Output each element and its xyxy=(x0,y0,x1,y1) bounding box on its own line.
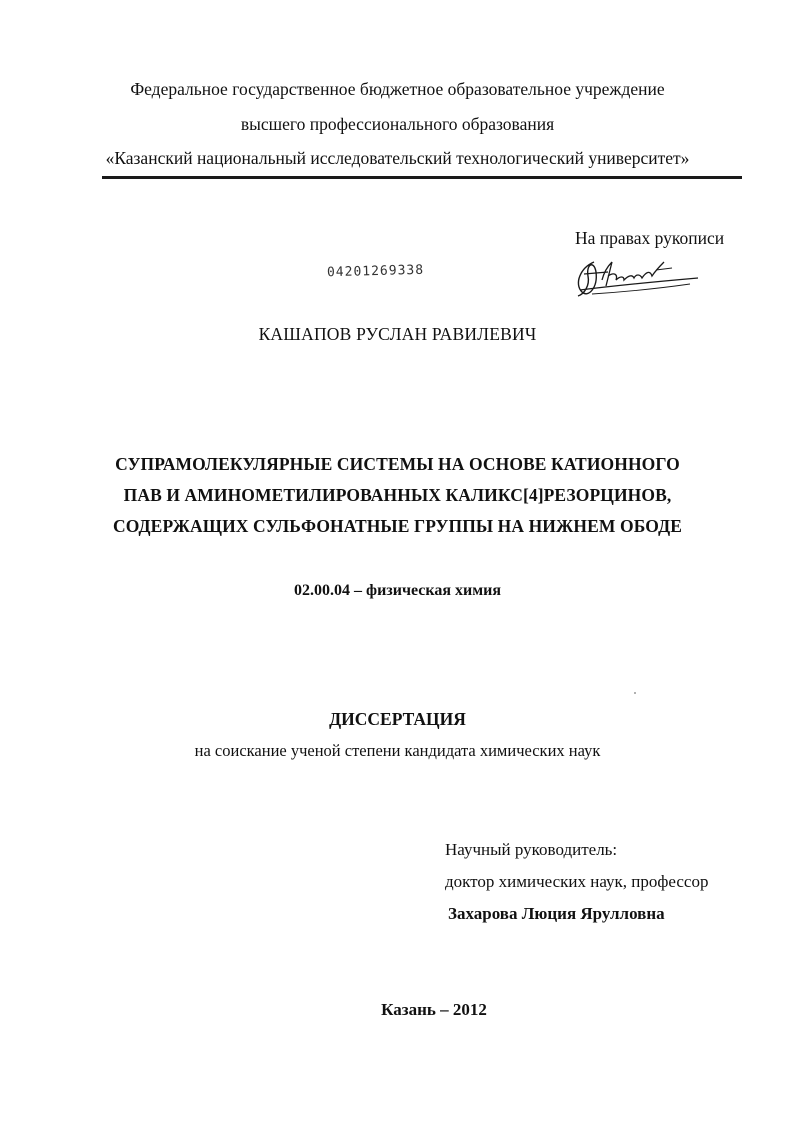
supervisor-label: Научный руководитель: xyxy=(445,840,618,859)
signature-image xyxy=(572,250,702,300)
header-divider xyxy=(102,176,742,179)
manuscript-rights-note: На правах рукописи xyxy=(575,228,725,248)
thesis-title-line-2: ПАВ И АМИНОМЕТИЛИРОВАННЫХ КАЛИКС[4]РЕЗОРЦИНОВ, xyxy=(123,485,672,505)
specialty-code: 02.00.04 – физическая химия xyxy=(294,582,501,599)
supervisor-position: доктор химических наук, профессор xyxy=(445,872,709,891)
place-and-year: Казань – 2012 xyxy=(381,1000,487,1019)
author-name: КАШАПОВ РУСЛАН РАВИЛЕВИЧ xyxy=(258,324,537,344)
institution-line-2: высшего профессионального образования xyxy=(240,114,555,134)
degree-statement: на соискание ученой степени кандидата химических наук xyxy=(194,741,601,760)
supervisor-name: Захарова Люция Ярулловна xyxy=(448,904,665,923)
institution-line-3: «Казанский национальный исследовательский технологический университет» xyxy=(105,148,690,168)
document-type: ДИССЕРТАЦИЯ xyxy=(329,709,466,729)
scan-speck xyxy=(634,692,636,694)
thesis-title-line-3: СОДЕРЖАЩИХ СУЛЬФОНАТНЫЕ ГРУППЫ НА НИЖНЕМ ОБОДЕ xyxy=(112,516,683,536)
registration-number: 04201269338 xyxy=(326,262,425,281)
thesis-title-line-1: СУПРАМОЛЕКУЛЯРНЫЕ СИСТЕМЫ НА ОСНОВЕ КАТИОННОГО xyxy=(115,454,680,474)
institution-line-1: Федеральное государственное бюджетное образовательное учреждение xyxy=(130,79,665,99)
